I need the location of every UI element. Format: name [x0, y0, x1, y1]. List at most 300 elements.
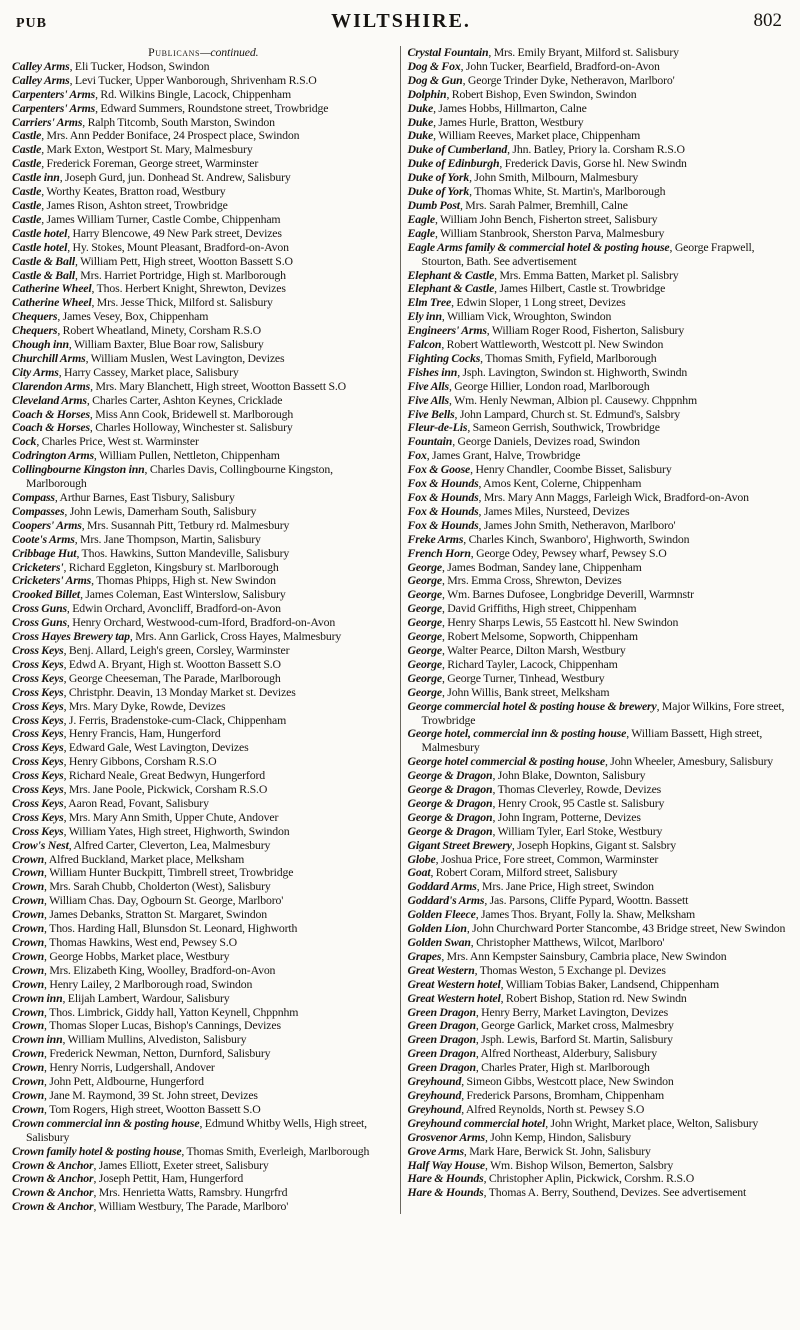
entry-details: , William Muslen, West Lavington, Devizes — [85, 350, 285, 365]
entry-details: , Henry Crook, 95 Castle st. Salisbury — [492, 795, 665, 810]
entry-details: , William Pett, High street, Wootton Bassett S.O — [75, 253, 293, 268]
entry-details: , Eli Tucker, Hodson, Swindon — [69, 58, 210, 73]
pub-name: Dog & Fox — [407, 58, 461, 73]
directory-entry — [408, 700, 791, 728]
pub-name: Crown — [12, 976, 45, 991]
directory-entry — [12, 1117, 395, 1145]
left-column — [12, 46, 400, 1214]
directory-entry — [408, 366, 791, 380]
entry-details: , Henry Orchard, Westwood-cum-Iford, Bradford-on-Avon — [66, 615, 336, 630]
entry-details: , Thos. Hawkins, Sutton Mandeville, Salisbury — [76, 545, 290, 560]
entry-details: , Aaron Read, Fovant, Salisbury — [63, 795, 209, 810]
directory-entry — [12, 296, 395, 310]
directory-entry — [12, 950, 395, 964]
directory-entry — [12, 116, 395, 130]
pub-name: Great Western hotel — [407, 990, 501, 1005]
pub-name: Carpenters' Arms — [12, 86, 96, 101]
entry-details: , Joshua Price, Fore street, Common, Warminster — [435, 851, 659, 866]
directory-entry — [12, 1075, 395, 1089]
pub-name: Duke of Edinburgh — [407, 156, 500, 171]
pub-name: Greyhound commercial hotel — [407, 1115, 546, 1130]
pub-name: Greyhound — [407, 1087, 462, 1102]
pub-name: Coote's Arms — [12, 531, 75, 546]
pub-name: Codrington Arms — [12, 448, 94, 463]
pub-name: George & Dragon — [407, 782, 493, 797]
entry-details: , George Daniels, Devizes road, Swindon — [452, 434, 640, 449]
pub-name: George & Dragon — [407, 795, 493, 810]
pub-name: Eagle — [407, 225, 435, 240]
pub-name: Crown & Anchor — [12, 1185, 94, 1200]
directory-entry — [12, 700, 395, 714]
directory-entry — [12, 1047, 395, 1061]
entry-details: , William Baxter, Blue Boar row, Salisbury — [68, 337, 264, 352]
directory-entry — [12, 825, 395, 839]
pub-name: Crown — [12, 1074, 45, 1089]
pub-name: Crown inn — [12, 1032, 63, 1047]
entry-details: , Alfred Reynolds, North st. Pewsey S.O — [461, 1101, 645, 1116]
entry-details: , Henry Norris, Ludgershall, Andover — [44, 1060, 215, 1075]
directory-entry — [12, 644, 395, 658]
entry-details: , George Hobbs, Market place, Westbury — [44, 948, 230, 963]
entry-details: , John Blake, Downton, Salisbury — [492, 768, 646, 783]
pub-name: Hare & Hounds — [407, 1171, 484, 1186]
directory-entry — [408, 1019, 791, 1033]
entry-details: , George Odey, Pewsey wharf, Pewsey S.O — [470, 545, 667, 560]
directory-entry — [12, 338, 395, 352]
entry-details: , Mrs. Mary Ann Smith, Upper Chute, Andover — [63, 809, 279, 824]
pub-name: Crown & Anchor — [12, 1157, 94, 1172]
pub-name: Golden Swan — [407, 935, 471, 949]
pub-name: Cross Keys — [12, 656, 64, 671]
entry-details: , Alfred Carter, Cleverton, Lea, Malmesbury — [68, 837, 271, 852]
entry-details: , Hy. Stokes, Mount Pleasant, Bradford-on-Avon — [67, 239, 289, 254]
entry-details: , Joseph Gurd, jun. Donhead St. Andrew, Salisbury — [59, 170, 291, 185]
directory-entry — [408, 310, 791, 324]
entry-details: , John Lewis, Damerham South, Salisbury — [64, 503, 257, 518]
directory-entry — [12, 839, 395, 853]
entry-details: , Charles Holloway, Winchester st. Salisbury — [89, 420, 293, 435]
directory-entry — [12, 519, 395, 533]
directory-entry — [12, 574, 395, 588]
directory-entry — [408, 547, 791, 561]
pub-name: Calley Arms — [12, 58, 70, 73]
directory-entry — [408, 574, 791, 588]
directory-entry — [408, 922, 791, 936]
entry-details: , William Pullen, Nettleton, Chippenham — [93, 448, 280, 463]
pub-name: Crown — [12, 921, 45, 936]
pub-name: Crown — [12, 907, 45, 922]
entry-details: , William Hunter Buckpitt, Timbrell street, Trowbridge — [44, 865, 294, 880]
directory-entry — [12, 964, 395, 978]
directory-entry — [12, 241, 395, 255]
pub-name: George & Dragon — [407, 809, 493, 824]
directory-entry — [408, 519, 791, 533]
directory-entry — [12, 561, 395, 575]
directory-entry — [408, 686, 791, 700]
directory-entry — [408, 60, 791, 74]
pub-name: Greyhound — [407, 1074, 462, 1089]
pub-name: Castle hotel — [12, 225, 68, 240]
directory-entry — [12, 491, 395, 505]
entry-details: , Thos. Harding Hall, Blunsdon St. Leonard, Highworth — [44, 921, 298, 936]
entry-details: , William Westbury, The Parade, Marlboro' — [93, 1199, 289, 1214]
pub-name: Castle & Ball — [12, 253, 75, 268]
directory-entry — [408, 853, 791, 867]
directory-entry — [12, 686, 395, 700]
entry-details: , James Bodman, Sandey lane, Chippenham — [441, 559, 642, 574]
entry-details: , George Turner, Tinhead, Westbury — [441, 670, 605, 685]
entry-details: , William Mullins, Alvediston, Salisbury — [62, 1032, 247, 1047]
directory-entry — [12, 60, 395, 74]
entry-details: , Henry Gibbons, Corsham R.S.O — [63, 754, 217, 769]
pub-name: Fleur-de-Lis — [407, 420, 468, 435]
directory-entry — [12, 366, 395, 380]
entry-details: , Frederick Davis, Gorse hl. New Swindn — [499, 156, 687, 171]
entry-details: , Major Wilkins, Fore street, Trowbridge — [421, 698, 785, 727]
directory-entry — [408, 282, 791, 296]
directory-entry — [12, 421, 395, 435]
directory-entry — [408, 102, 791, 116]
pub-name: Crown & Anchor — [12, 1199, 94, 1214]
directory-entry — [408, 157, 791, 171]
pub-name: Duke — [407, 128, 434, 143]
directory-entry — [408, 421, 791, 435]
pub-name: Crown & Anchor — [12, 1171, 94, 1186]
pub-name: Crown — [12, 1018, 45, 1033]
entry-details: , Mrs. Sarah Palmer, Bremhill, Calne — [459, 197, 628, 212]
entry-details: , Mrs. Emma Cross, Shrewton, Devizes — [441, 573, 622, 588]
entry-details: , Mrs. Elizabeth King, Woolley, Bradford-on-Avon — [44, 962, 276, 977]
directory-entry — [408, 435, 791, 449]
pub-name: Globe — [407, 851, 436, 866]
pub-name: Five Bells — [407, 406, 455, 421]
entry-details: , Mrs. Susannah Pitt, Tetbury rd. Malmesbury — [81, 517, 290, 532]
pub-name: Half Way House — [407, 1157, 485, 1172]
pub-name: George hotel commercial & posting house — [407, 754, 605, 769]
entry-details: , Thomas White, St. Martin's, Marlborough — [469, 184, 666, 199]
directory-entry — [12, 227, 395, 241]
pub-name: Castle — [12, 197, 42, 212]
directory-entry — [408, 936, 791, 950]
directory-entry — [12, 449, 395, 463]
directory-entry — [12, 1172, 395, 1186]
entry-details: , Richard Tayler, Lacock, Chippenham — [441, 656, 618, 671]
directory-entry — [408, 755, 791, 769]
pub-name: French Horn — [407, 545, 471, 560]
pub-name: Cock — [12, 434, 37, 449]
directory-entry — [408, 616, 791, 630]
entry-details: , George Cheeseman, The Parade, Marlborough — [63, 670, 281, 685]
pub-name: Cross Keys — [12, 809, 64, 824]
pub-name: Green Dragon — [407, 1032, 476, 1047]
pub-name: Cross Keys — [12, 684, 64, 699]
entry-details: , J. Ferris, Bradenstoke-cum-Clack, Chippenham — [63, 712, 287, 727]
entry-details: , Thomas Cleverley, Rowde, Devizes — [492, 782, 662, 797]
pub-name: Crown — [12, 935, 45, 949]
entry-details: , Charles Prater, High st. Marlborough — [475, 1060, 650, 1075]
entry-details: , Amos Kent, Colerne, Chippenham — [478, 476, 642, 491]
entry-details: , Jas. Parsons, Cliffe Pypard, Woottn. Bassett — [484, 893, 689, 908]
entry-details: , Mrs. Mary Blanchett, High street, Wootton Bassett S.O — [90, 378, 347, 393]
entry-details: , Wm. Barnes Dufosee, Longbridge Deverill, Warmnstr — [441, 587, 694, 602]
directory-columns — [12, 46, 790, 1214]
directory-entry — [408, 352, 791, 366]
directory-entry — [12, 394, 395, 408]
pub-name: George commercial hotel & posting house & brewery — [407, 698, 657, 713]
pub-name: Cross Guns — [12, 615, 67, 630]
pub-name: Chough inn — [12, 337, 69, 352]
pub-name: Carpenters' Arms — [12, 100, 96, 115]
entry-details: , Jsph. Lewis, Barford St. Martin, Salisbury — [475, 1032, 673, 1047]
directory-entry — [12, 255, 395, 269]
pub-name: Chequers — [12, 323, 58, 338]
pub-name: Eagle — [407, 211, 435, 226]
pub-name: Golden Fleece — [407, 907, 476, 922]
pub-name: Cross Keys — [12, 768, 64, 783]
pub-name: Five Alls — [407, 378, 449, 393]
entry-details: , Mrs. Ann Pedder Boniface, 24 Prospect place, Swindon — [41, 128, 300, 143]
directory-entry — [408, 88, 791, 102]
directory-entry — [12, 352, 395, 366]
entry-details: , Mrs. Mary Ann Maggs, Farleigh Wick, Bradford-on-Avon — [478, 490, 749, 504]
pub-name: George — [407, 615, 442, 630]
pub-name: George — [407, 559, 442, 574]
pub-name: Duke — [407, 114, 434, 129]
directory-entry — [12, 602, 395, 616]
directory-entry — [12, 533, 395, 547]
section-heading — [12, 46, 395, 60]
entry-details: , Ralph Titcomb, South Marston, Swindon — [82, 114, 275, 129]
pub-name: Crown — [12, 1101, 45, 1116]
entry-details: , James Hurle, Bratton, Westbury — [433, 114, 584, 129]
directory-entry — [408, 908, 791, 922]
directory-entry — [408, 477, 791, 491]
directory-entry — [12, 797, 395, 811]
pub-name: Cross Keys — [12, 740, 64, 755]
pub-name: Crown — [12, 851, 45, 866]
directory-entry — [408, 1061, 791, 1075]
pub-name: Cross Keys — [12, 754, 64, 769]
entry-details: , Mark Exton, Westport St. Mary, Malmesbury — [41, 142, 253, 157]
directory-entry — [408, 185, 791, 199]
directory-entry — [408, 1047, 791, 1061]
entry-details: , George Garlick, Market cross, Malmesbry — [475, 1018, 674, 1033]
pub-name: Coach & Horses — [12, 406, 90, 421]
pub-name: Eagle Arms family & commercial hotel & posting house — [407, 239, 670, 254]
directory-entry — [408, 672, 791, 686]
pub-name: Compass — [12, 490, 55, 504]
pub-name: Cross Keys — [12, 712, 64, 727]
pub-name: Crown inn — [12, 990, 63, 1005]
entry-details: , Charles Kinch, Swanboro', Highworth, Swindon — [463, 531, 690, 546]
pub-name: Collingbourne Kingston inn — [12, 462, 145, 477]
pub-name: Clarendon Arms — [12, 378, 91, 393]
directory-entry — [408, 1117, 791, 1131]
directory-entry — [408, 46, 791, 60]
pub-name: Dog & Gun — [407, 72, 463, 87]
pub-name: Elm Tree — [407, 295, 452, 310]
directory-entry — [12, 185, 395, 199]
pub-name: Fighting Cocks — [407, 350, 481, 365]
directory-entry — [408, 338, 791, 352]
directory-entry — [408, 797, 791, 811]
directory-entry — [408, 505, 791, 519]
directory-entry — [12, 129, 395, 143]
entry-details: , Mrs. Emma Batten, Market pl. Salisbry — [494, 267, 679, 282]
entry-details: , Henry Chandler, Coombe Bisset, Salisbury — [470, 462, 672, 477]
entry-details: , Sameon Gerrish, Southwick, Trowbridge — [467, 420, 660, 435]
pub-name: Fishes inn — [407, 364, 458, 379]
section-heading-continued: —continued. — [200, 45, 259, 59]
pub-name: Catherine Wheel — [12, 295, 92, 310]
entry-details: , William Tobias Baker, Landsend, Chippenham — [500, 976, 720, 991]
entry-details: , Thomas Sloper Lucas, Bishop's Cannings, Devizes — [44, 1018, 281, 1033]
entry-details: , Thomas Smith, Everleigh, Marlborough — [181, 1143, 370, 1158]
directory-entry — [12, 755, 395, 769]
entry-details: , Jhn. Batley, Priory la. Corsham R.S.O — [507, 142, 685, 157]
entry-details: , Mrs. Jane Price, High street, Swindon — [476, 879, 654, 894]
entry-details: , William Bassett, High street, Malmesbury — [421, 726, 763, 755]
directory-entry — [12, 714, 395, 728]
pub-name: Green Dragon — [407, 1018, 476, 1033]
entry-details: , William John Bench, Fisherton street, Salisbury — [434, 211, 658, 226]
pub-name: Fox & Hounds — [407, 490, 479, 504]
directory-entry — [12, 658, 395, 672]
directory-entry — [12, 1186, 395, 1200]
entry-details: , John Willis, Bank street, Melksham — [441, 684, 610, 699]
directory-entry — [12, 88, 395, 102]
pub-name: Fox & Goose — [407, 462, 471, 477]
entry-details: , Thos. Herbert Knight, Shrewton, Devizes — [91, 281, 286, 296]
directory-entry — [12, 435, 395, 449]
directory-entry — [408, 644, 791, 658]
pub-name: George — [407, 601, 442, 616]
directory-entry — [408, 839, 791, 853]
pub-name: Calley Arms — [12, 72, 70, 87]
directory-entry — [408, 992, 791, 1006]
pub-name: Cricketers' Arms — [12, 573, 92, 588]
entry-details: , William Reeves, Market place, Chippenham — [433, 128, 641, 143]
pub-name: George — [407, 629, 442, 644]
pub-name: Goat — [407, 865, 431, 880]
entry-details: , Henry Francis, Ham, Hungerford — [63, 726, 221, 741]
pub-name: George — [407, 670, 442, 685]
entry-details: , John Pett, Aldbourne, Hungerford — [44, 1074, 204, 1089]
directory-entry — [408, 116, 791, 130]
entry-details: , Joseph Pettit, Ham, Hungerford — [93, 1171, 244, 1186]
directory-entry — [408, 74, 791, 88]
entry-details: , Mrs. Ann Garlick, Cross Hayes, Malmesbury — [129, 629, 342, 644]
pub-name: Crow's Nest — [12, 837, 69, 852]
entry-details: , Charles Price, West st. Warminster — [36, 434, 199, 449]
entry-details: , Christphr. Deavin, 13 Monday Market st. Devizes — [63, 684, 296, 699]
entry-details: , Wm. Bishop Wilson, Bemerton, Salsbry — [484, 1157, 674, 1172]
pub-name: Carriers' Arms — [12, 114, 83, 129]
section-heading-main: Publicans — [148, 45, 201, 59]
entry-details: , James Vesey, Box, Chippenham — [57, 309, 209, 324]
entry-details: , John Churchward Porter Stancombe, 43 Bridge street, New Swindon — [466, 921, 786, 936]
pub-name: Castle inn — [12, 170, 60, 185]
pub-name: Cricketers' — [12, 559, 64, 574]
entry-details: , Miss Ann Cook, Bridewell st. Marlborough — [89, 406, 294, 421]
pub-name: Cross Keys — [12, 642, 64, 657]
directory-entry — [408, 324, 791, 338]
entry-details: , Mrs. Jesse Thick, Milford st. Salisbury — [91, 295, 273, 310]
directory-entry — [12, 1159, 395, 1173]
pub-name: Great Western — [407, 962, 475, 977]
right-column — [400, 46, 791, 1214]
entry-details: , James Grant, Halve, Trowbridge — [426, 448, 581, 463]
entry-details: , Worthy Keates, Bratton road, Westbury — [41, 184, 226, 199]
entry-details: , Mrs. Ann Kempster Sainsbury, Cambria place, New Swindon — [441, 948, 727, 963]
entry-details: , Simeon Gibbs, Westcott place, New Swindon — [461, 1074, 674, 1089]
pub-name: Ely inn — [407, 309, 442, 324]
entry-details: , Edwd A. Bryant, High st. Wootton Bassett S.O — [63, 656, 281, 671]
directory-entry — [408, 1006, 791, 1020]
directory-entry — [12, 213, 395, 227]
directory-entry — [12, 727, 395, 741]
pub-name: George & Dragon — [407, 768, 493, 783]
directory-entry — [12, 811, 395, 825]
entry-details: , Joseph Hopkins, Gigant st. Salsbry — [511, 837, 677, 852]
entry-details: , Robert Bishop, Even Swindon, Swindon — [446, 86, 637, 101]
directory-entry — [12, 157, 395, 171]
entry-details: , Alfred Buckland, Market place, Melksham — [44, 851, 245, 866]
pub-name: Coopers' Arms — [12, 517, 82, 532]
entry-details: , Jsph. Lavington, Swindon st. Highworth, Swindn — [457, 364, 688, 379]
pub-name: Fox & Hounds — [407, 503, 479, 518]
pub-name: Elephant & Castle — [407, 281, 495, 296]
pub-name: Castle — [12, 142, 42, 157]
pub-name: Cross Hayes Brewery tap — [12, 629, 130, 644]
directory-entry — [12, 380, 395, 394]
directory-entry — [12, 1089, 395, 1103]
directory-entry — [12, 324, 395, 338]
directory-entry — [408, 227, 791, 241]
entry-details: , Frederick Newman, Netton, Durnford, Salisbury — [44, 1046, 271, 1061]
pub-name: Cribbage Hut — [12, 545, 77, 560]
entry-details: , John Wheeler, Amesbury, Salisbury — [604, 754, 774, 769]
directory-entry — [408, 1159, 791, 1173]
pub-name: Duke — [407, 100, 434, 115]
entry-details: , Edwin Sloper, 1 Long street, Devizes — [451, 295, 626, 310]
directory-entry — [12, 630, 395, 644]
entry-details: , Frederick Foreman, George street, Warminster — [41, 156, 259, 171]
entry-details: , James Miles, Nursteed, Devizes — [478, 503, 630, 518]
directory-entry — [12, 1145, 395, 1159]
directory-entry — [12, 880, 395, 894]
directory-entry — [12, 588, 395, 602]
directory-entry — [12, 978, 395, 992]
entry-details: , Richard Eggleton, Kingsbury st. Marlborough — [63, 559, 279, 574]
directory-entry — [408, 143, 791, 157]
entry-details: , Mrs. Sarah Chubb, Cholderton (West), Salisbury — [44, 879, 271, 894]
directory-entry — [408, 1172, 791, 1186]
directory-entry — [12, 783, 395, 797]
directory-entry — [12, 866, 395, 880]
directory-entry — [408, 866, 791, 880]
entry-details: , William Stanbrook, Sherston Parva, Malmesbury — [434, 225, 665, 240]
entry-details: , Robert Bishop, Station rd. New Swindn — [500, 990, 687, 1005]
entry-details: , Thomas Smith, Fyfield, Marlborough — [480, 350, 657, 365]
entry-details: , Mrs. Mary Dyke, Rowde, Devizes — [63, 698, 226, 713]
directory-entry — [408, 811, 791, 825]
directory-entry — [12, 672, 395, 686]
pub-name: Duke of Cumberland — [407, 142, 508, 157]
entry-details: , Robert Coram, Milford street, Salisbury — [430, 865, 618, 880]
entry-details: , William Tyler, Earl Stoke, Westbury — [492, 823, 663, 838]
pub-name: Crown — [12, 1004, 45, 1019]
